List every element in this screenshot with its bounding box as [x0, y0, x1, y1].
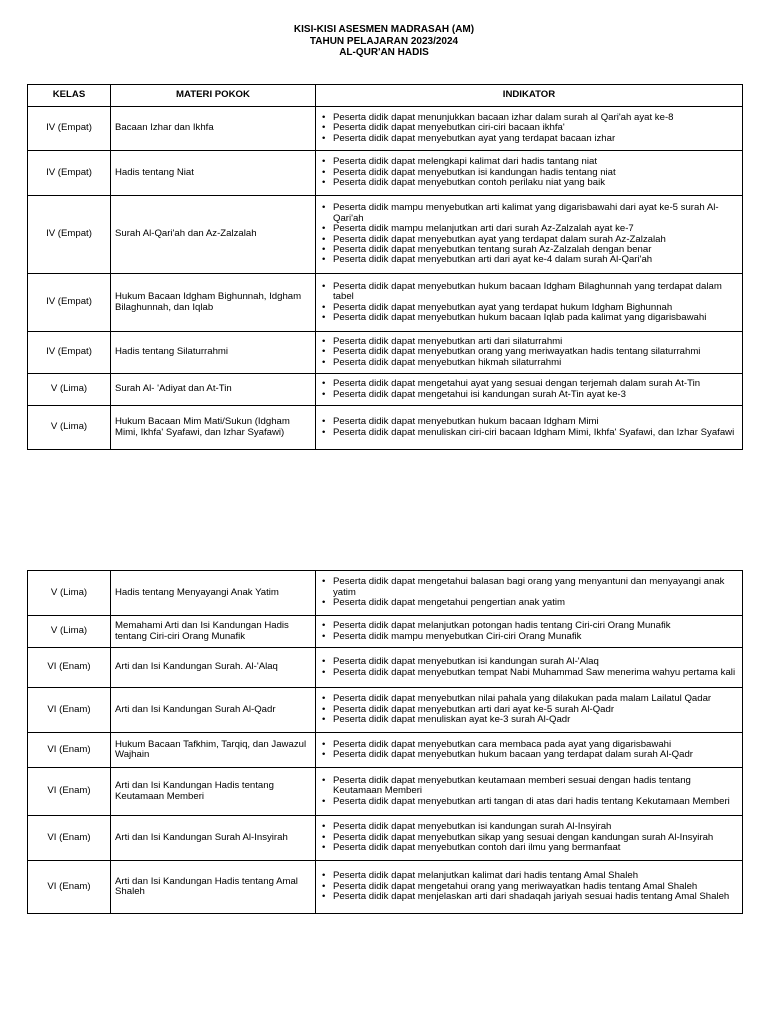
indikator-item: • Peserta didik dapat menyebutkan tempat Nabi Muhammad Saw menerima wahyu pertama kali — [320, 668, 738, 678]
cell-materi-pokok: Bacaan Izhar dan Ikhfa — [111, 107, 316, 151]
indikator-item: • Peserta didik dapat menyebutkan isi kandungan surah Al-'Alaq — [320, 657, 738, 667]
title-line-2: TAHUN PELAJARAN 2023/2024 — [309, 35, 459, 47]
table-body-part-2 — [28, 571, 743, 914]
indikator-item: • Peserta didik dapat menyebutkan contoh dari ilmu yang bermanfaat — [320, 843, 738, 853]
cell-materi-pokok: Hadis tentang Niat — [111, 151, 316, 196]
cell-kelas: IV (Empat) — [28, 151, 111, 196]
cell-indikator — [316, 274, 743, 332]
indikator-item: • Peserta didik dapat menyebutkan ayat yang terdapat bacaan izhar — [320, 134, 738, 144]
indikator-item: • Peserta didik dapat menyebutkan tentang surah Az-Zalzalah dengan benar — [320, 245, 738, 255]
cell-kelas: VI (Enam) — [28, 688, 111, 733]
table-row — [28, 406, 743, 450]
cell-kelas: VI (Enam) — [28, 816, 111, 861]
cell-materi-pokok: Arti dan Isi Kandungan Surah Al-Qadr — [111, 688, 316, 733]
cell-materi-pokok: Surah Al-Qari'ah dan Az-Zalzalah — [111, 196, 316, 274]
indikator-list — [320, 740, 738, 761]
cell-kelas: VI (Enam) — [28, 861, 111, 914]
document-title — [0, 24, 768, 59]
indikator-list — [320, 417, 738, 438]
cell-kelas: IV (Empat) — [28, 107, 111, 151]
indikator-item: • Peserta didik dapat menyebutkan ciri-ciri bacaan ikhfa' — [320, 123, 738, 133]
indikator-item: • Peserta didik dapat menyebutkan arti dari silaturrahmi — [320, 337, 738, 347]
kisi-kisi-table-part-1 — [27, 84, 743, 450]
indikator-item: • Peserta didik dapat menyebutkan ayat yang terdapat dalam surah Az-Zalzalah — [320, 235, 738, 245]
indikator-item: • Peserta didik dapat menyebutkan cara membaca pada ayat yang digarisbawahi — [320, 740, 738, 750]
table-row — [28, 374, 743, 406]
table-row — [28, 332, 743, 374]
cell-materi-pokok: Arti dan Isi Kandungan Hadis tentang Keutamaan Memberi — [111, 768, 316, 816]
cell-kelas: VI (Enam) — [28, 768, 111, 816]
table-row — [28, 648, 743, 688]
cell-materi-pokok: Hukum Bacaan Tafkhim, Tarqiq, dan Jawazul Wajhain — [111, 733, 316, 768]
indikator-item: • Peserta didik dapat menyebutkan hukum bacaan Idgham Bilaghunnah yang terdapat dalam tabel — [320, 282, 738, 303]
indikator-item: • Peserta didik dapat menyebutkan isi kandungan hadis tentang niat — [320, 168, 738, 178]
indikator-list — [320, 379, 738, 400]
indikator-list — [320, 776, 738, 807]
indikator-item: • Peserta didik mampu menyebutkan Ciri-ciri Orang Munafik — [320, 632, 738, 642]
cell-indikator — [316, 196, 743, 274]
cell-kelas: VI (Enam) — [28, 648, 111, 688]
cell-materi-pokok: Hukum Bacaan Idgham Bighunnah, Idgham Bilaghunnah, dan Iqlab — [111, 274, 316, 332]
indikator-item: • Peserta didik dapat menuliskan ayat ke-3 surah Al-Qadr — [320, 715, 738, 725]
indikator-list — [320, 822, 738, 853]
cell-materi-pokok: Arti dan Isi Kandungan Surah. Al-'Alaq — [111, 648, 316, 688]
indikator-list — [320, 203, 738, 265]
cell-indikator — [316, 374, 743, 406]
title-line-3: AL-QUR'AN HADIS — [339, 47, 429, 58]
indikator-item: • Peserta didik dapat mengetahui orang yang meriwayatkan hadis tentang Amal Shaleh — [320, 882, 738, 892]
indikator-item: • Peserta didik dapat melanjutkan potongan hadis tentang Ciri-ciri Orang Munafik — [320, 621, 738, 631]
cell-materi-pokok: Hukum Bacaan Mim Mati/Sukun (Idgham Mimi, Ikhfa' Syafawi, dan Izhar Syafawi) — [111, 406, 316, 450]
indikator-list — [320, 621, 738, 642]
cell-materi-pokok: Arti dan Isi Kandungan Hadis tentang Amal Shaleh — [111, 861, 316, 914]
cell-indikator — [316, 571, 743, 616]
table-row — [28, 768, 743, 816]
indikator-item: • Peserta didik mampu menyebutkan arti kalimat yang digarisbawahi dari ayat ke-5 surah Al-Qari'ah — [320, 203, 738, 224]
cell-indikator — [316, 648, 743, 688]
table-row — [28, 616, 743, 648]
table-header-row — [28, 85, 743, 107]
indikator-item: • Peserta didik dapat mengetahui pengertian anak yatim — [320, 598, 738, 608]
cell-indikator — [316, 861, 743, 914]
indikator-item: • Peserta didik dapat menyebutkan keutamaan memberi sesuai dengan hadis tentang Keutamaan Memberi — [320, 776, 738, 797]
cell-materi-pokok: Hadis tentang Menyayangi Anak Yatim — [111, 571, 316, 616]
cell-materi-pokok: Surah Al- 'Adiyat dan At-Tin — [111, 374, 316, 406]
table-body-part-1 — [28, 107, 743, 450]
indikator-item: • Peserta didik dapat menuliskan ciri-ciri bacaan Idgham Mimi, Ikhfa' Syafawi, dan Izhar Syafawi — [320, 428, 738, 438]
indikator-item: • Peserta didik dapat menjelaskan arti dari shadaqah jariyah sesuai hadis tentang Amal Shaleh — [320, 892, 738, 902]
indikator-list — [320, 282, 738, 324]
indikator-item: • Peserta didik dapat menyebutkan arti dari ayat ke-4 dalam surah Al-Qari'ah — [320, 255, 738, 265]
table-row — [28, 861, 743, 914]
cell-indikator — [316, 768, 743, 816]
indikator-list — [320, 577, 738, 608]
indikator-item: • Peserta didik dapat mengetahui ayat yang sesuai dengan terjemah dalam surah At-Tin — [320, 379, 738, 389]
table-row — [28, 196, 743, 274]
indikator-item: • Peserta didik dapat melanjutkan kalimat dari hadis tentang Amal Shaleh — [320, 871, 738, 881]
indikator-item: • Peserta didik dapat melengkapi kalimat dari hadis tantang niat — [320, 157, 738, 167]
indikator-item: • Peserta didik dapat menyebutkan nilai pahala yang dilakukan pada malam Lailatul Qadar — [320, 694, 738, 704]
indikator-item: • Peserta didik dapat menyebutkan hukum bacaan Iqlab pada kalimat yang digarisbawahi — [320, 313, 738, 323]
cell-indikator — [316, 151, 743, 196]
indikator-item: • Peserta didik dapat menunjukkan bacaan izhar dalam surah al Qari'ah ayat ke-8 — [320, 113, 738, 123]
indikator-list — [320, 337, 738, 368]
cell-indikator — [316, 616, 743, 648]
indikator-list — [320, 157, 738, 188]
cell-kelas: IV (Empat) — [28, 332, 111, 374]
indikator-item: • Peserta didik mampu melanjutkan arti dari surah Az-Zalzalah ayat ke-7 — [320, 224, 738, 234]
title-line-1: KISI-KISI ASESMEN MADRASAH (AM) — [293, 24, 475, 35]
cell-kelas: V (Lima) — [28, 571, 111, 616]
cell-materi-pokok: Memahami Arti dan Isi Kandungan Hadis tentang Ciri-ciri Orang Munafik — [111, 616, 316, 648]
kisi-kisi-table-part-2 — [27, 570, 743, 914]
indikator-item: • Peserta didik dapat menyebutkan sikap yang sesuai dengan kandungan surah Al-Insyirah — [320, 833, 738, 843]
indikator-item: • Peserta didik dapat menyebutkan hukum bacaan Idgham Mimi — [320, 417, 738, 427]
cell-kelas: V (Lima) — [28, 406, 111, 450]
cell-kelas: VI (Enam) — [28, 733, 111, 768]
table-row — [28, 274, 743, 332]
indikator-list — [320, 657, 738, 678]
column-header-kelas: KELAS — [28, 85, 111, 107]
cell-materi-pokok: Hadis tentang Silaturrahmi — [111, 332, 316, 374]
cell-kelas: V (Lima) — [28, 374, 111, 406]
cell-kelas: IV (Empat) — [28, 274, 111, 332]
indikator-item: • Peserta didik dapat menyebutkan contoh perilaku niat yang baik — [320, 178, 738, 188]
column-header-indikator: INDIKATOR — [316, 85, 743, 107]
table-row — [28, 571, 743, 616]
cell-kelas: V (Lima) — [28, 616, 111, 648]
indikator-item: • Peserta didik dapat menyebutkan hukum bacaan yang terdapat dalam surah Al-Qadr — [320, 750, 738, 760]
indikator-list — [320, 871, 738, 902]
table-row — [28, 733, 743, 768]
indikator-item: • Peserta didik dapat mengetahui balasan bagi orang yang menyantuni dan menyayangi anak yatim — [320, 577, 738, 598]
table-row — [28, 151, 743, 196]
indikator-item: • Peserta didik dapat menyebutkan isi kandungan surah Al-Insyirah — [320, 822, 738, 832]
cell-kelas: IV (Empat) — [28, 196, 111, 274]
indikator-item: • Peserta didik dapat menyebutkan orang yang meriwayatkan hadis tentang silaturrahmi — [320, 347, 738, 357]
table-row — [28, 816, 743, 861]
cell-indikator — [316, 688, 743, 733]
indikator-item: • Peserta didik dapat menyebutkan arti tangan di atas dari hadis tentang Kekutamaan Memberi — [320, 797, 738, 807]
indikator-item: • Peserta didik dapat menyebutkan arti dari ayat ke-5 surah Al-Qadr — [320, 705, 738, 715]
cell-indikator — [316, 406, 743, 450]
indikator-item: • Peserta didik dapat menyebutkan ayat yang terdapat hukum Idgham Bighunnah — [320, 303, 738, 313]
cell-indikator — [316, 107, 743, 151]
cell-indikator — [316, 733, 743, 768]
indikator-item: • Peserta didik dapat mengetahui isi kandungan surah At-Tin ayat ke-3 — [320, 390, 738, 400]
column-header-materi-pokok: MATERI POKOK — [111, 85, 316, 107]
table-row — [28, 688, 743, 733]
indikator-list — [320, 113, 738, 144]
cell-indikator — [316, 816, 743, 861]
cell-indikator — [316, 332, 743, 374]
indikator-list — [320, 694, 738, 725]
indikator-item: • Peserta didik dapat menyebutkan hikmah silaturrahmi — [320, 358, 738, 368]
cell-materi-pokok: Arti dan Isi Kandungan Surah Al-Insyirah — [111, 816, 316, 861]
table-row — [28, 107, 743, 151]
